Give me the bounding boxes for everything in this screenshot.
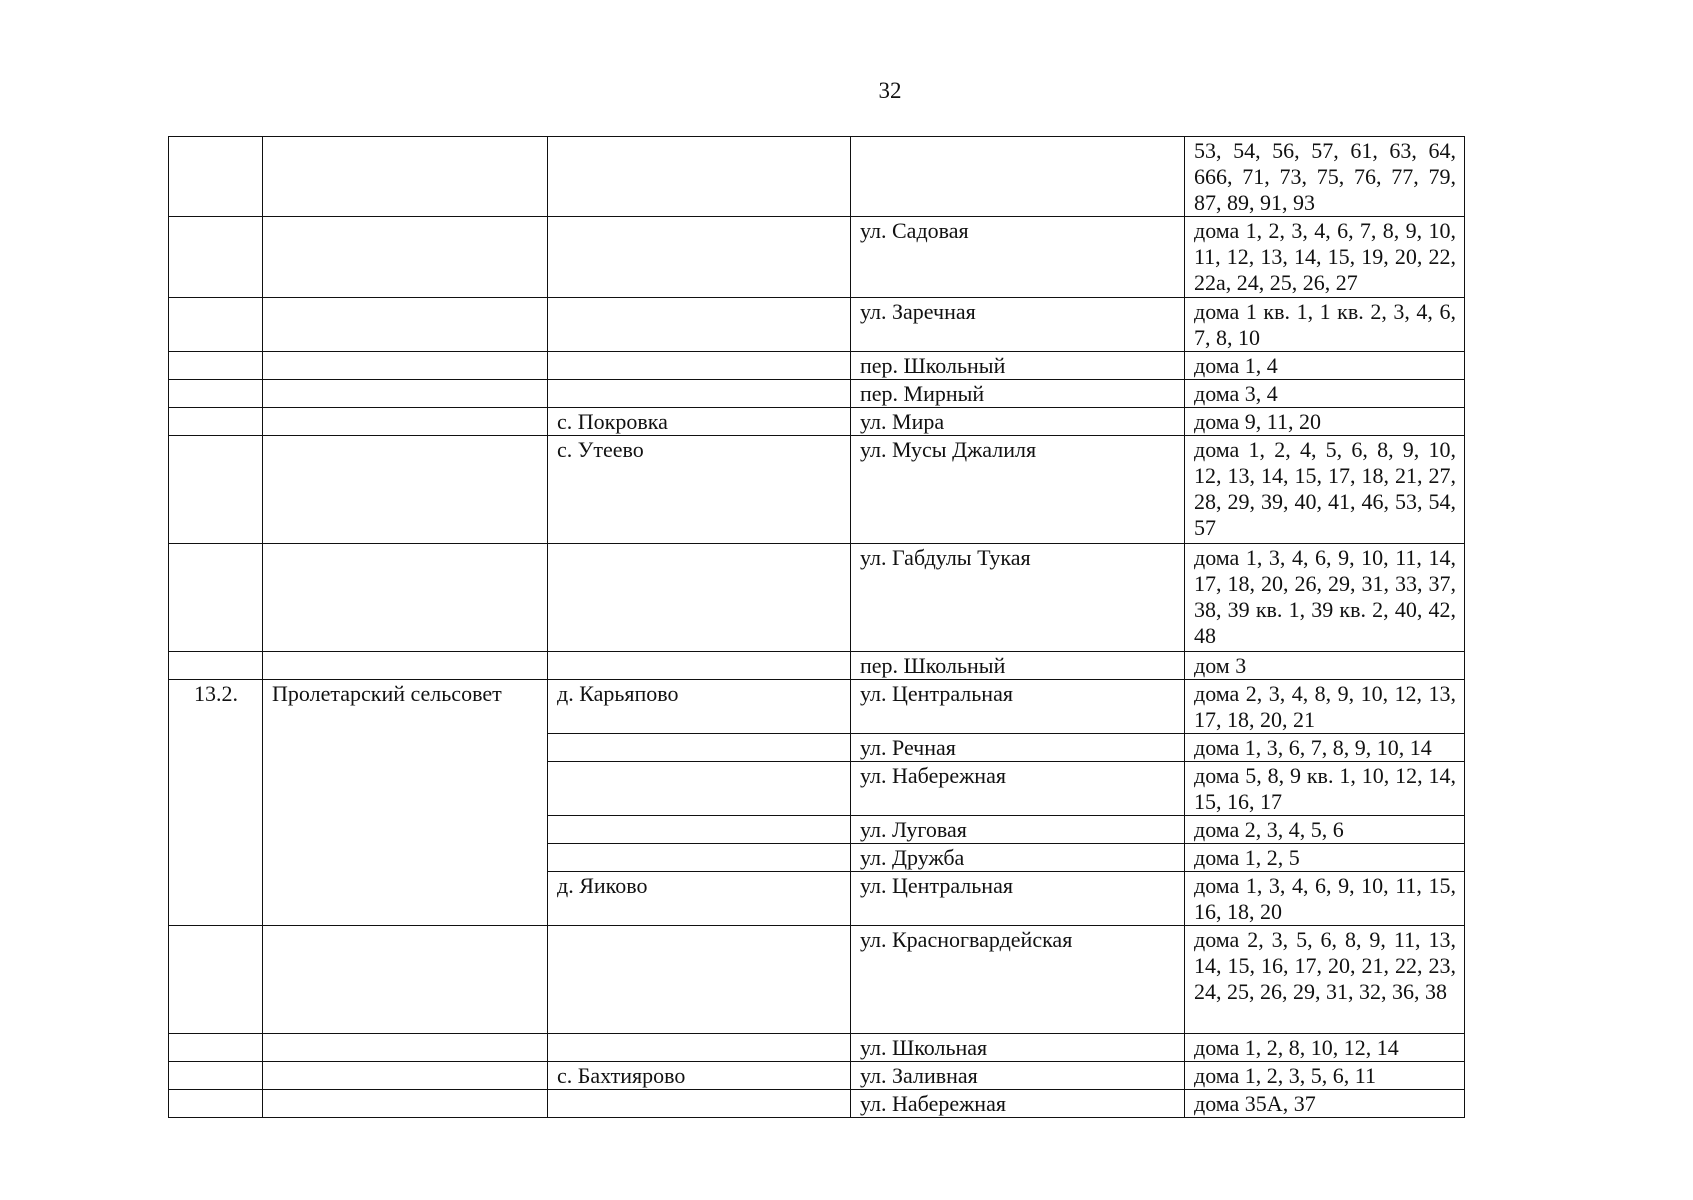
- number-cell: [169, 1034, 263, 1062]
- settlement-cell: [548, 652, 851, 680]
- street-cell: ул. Садовая: [851, 217, 1185, 298]
- council-cell: Пролетарский сельсовет: [263, 680, 548, 926]
- council-cell: [263, 1062, 548, 1090]
- houses-cell: дома 2, 3, 4, 5, 6: [1185, 816, 1465, 844]
- table-row: [169, 1034, 1465, 1062]
- street-cell: ул. Заливная: [851, 1062, 1185, 1090]
- council-cell: [263, 926, 548, 1034]
- council-cell: [263, 352, 548, 380]
- address-table: [168, 136, 1465, 1118]
- table-row: [169, 436, 1465, 544]
- houses-cell: дома 1, 3, 6, 7, 8, 9, 10, 14: [1185, 734, 1465, 762]
- settlement-cell: [548, 816, 851, 844]
- street-cell: пер. Мирный: [851, 380, 1185, 408]
- street-cell: [851, 137, 1185, 217]
- table-row: [169, 408, 1465, 436]
- table-row: [169, 352, 1465, 380]
- houses-cell: дома 5, 8, 9 кв. 1, 10, 12, 14, 15, 16, 17: [1185, 762, 1465, 816]
- houses-cell: дома 1, 3, 4, 6, 9, 10, 11, 15, 16, 18, 20: [1185, 872, 1465, 926]
- street-cell: ул. Дружба: [851, 844, 1185, 872]
- table-row: [169, 544, 1465, 652]
- council-cell: [263, 1034, 548, 1062]
- number-cell: [169, 1090, 263, 1118]
- houses-cell: дома 35А, 37: [1185, 1090, 1465, 1118]
- settlement-cell: [548, 380, 851, 408]
- council-cell: [263, 436, 548, 544]
- number-cell: [169, 380, 263, 408]
- table-row: [169, 217, 1465, 298]
- number-cell: [169, 298, 263, 352]
- number-cell: [169, 352, 263, 380]
- council-cell: [263, 298, 548, 352]
- number-cell: [169, 926, 263, 1034]
- houses-cell: дома 1, 2, 4, 5, 6, 8, 9, 10, 12, 13, 14, 15, 17, 18, 21, 27, 28, 29, 39, 40, 41, 46, 53, 54, 57: [1185, 436, 1465, 544]
- page-number: 32: [878, 78, 902, 103]
- houses-cell: дома 1, 4: [1185, 352, 1465, 380]
- houses-cell: дома 1 кв. 1, 1 кв. 2, 3, 4, 6, 7, 8, 10: [1185, 298, 1465, 352]
- table-row: [169, 652, 1465, 680]
- street-cell: ул. Заречная: [851, 298, 1185, 352]
- settlement-cell: [548, 762, 851, 816]
- houses-cell: дома 3, 4: [1185, 380, 1465, 408]
- table-row: [169, 137, 1465, 217]
- council-cell: [263, 380, 548, 408]
- number-cell: [169, 544, 263, 652]
- table-row: [169, 926, 1465, 1034]
- street-cell: ул. Школьная: [851, 1034, 1185, 1062]
- houses-cell: дома 1, 2, 5: [1185, 844, 1465, 872]
- street-cell: ул. Мусы Джалиля: [851, 436, 1185, 544]
- settlement-cell: [548, 352, 851, 380]
- street-cell: пер. Школьный: [851, 652, 1185, 680]
- settlement-cell: д. Карьяпово: [548, 680, 851, 734]
- table-row: [169, 380, 1465, 408]
- settlement-cell: [548, 1034, 851, 1062]
- table-row: [169, 1062, 1465, 1090]
- table-row: [169, 1090, 1465, 1118]
- houses-cell: дома 1, 3, 4, 6, 9, 10, 11, 14, 17, 18, 20, 26, 29, 31, 33, 37, 38, 39 кв. 1, 39 кв. 2, 40, 42, 48: [1185, 544, 1465, 652]
- houses-cell: дома 1, 2, 3, 4, 6, 7, 8, 9, 10, 11, 12, 13, 14, 15, 19, 20, 22, 22а, 24, 25, 26, 27: [1185, 217, 1465, 298]
- settlement-cell: с. Бахтиярово: [548, 1062, 851, 1090]
- number-cell: [169, 137, 263, 217]
- settlement-cell: [548, 1090, 851, 1118]
- settlement-cell: д. Яиково: [548, 872, 851, 926]
- number-cell: [169, 436, 263, 544]
- council-cell: [263, 652, 548, 680]
- street-cell: ул. Набережная: [851, 1090, 1185, 1118]
- houses-cell: дома 1, 2, 3, 5, 6, 11: [1185, 1062, 1465, 1090]
- settlement-cell: [548, 544, 851, 652]
- street-cell: ул. Центральная: [851, 872, 1185, 926]
- settlement-cell: [548, 734, 851, 762]
- council-cell: [263, 408, 548, 436]
- houses-cell: дома 9, 11, 20: [1185, 408, 1465, 436]
- street-cell: ул. Габдулы Тукая: [851, 544, 1185, 652]
- street-cell: ул. Луговая: [851, 816, 1185, 844]
- houses-cell: дома 1, 2, 8, 10, 12, 14: [1185, 1034, 1465, 1062]
- table-row: [169, 298, 1465, 352]
- table-row: [169, 680, 1465, 734]
- settlement-cell: с. Утеево: [548, 436, 851, 544]
- settlement-cell: с. Покровка: [548, 408, 851, 436]
- settlement-cell: [548, 298, 851, 352]
- settlement-cell: [548, 217, 851, 298]
- settlement-cell: [548, 844, 851, 872]
- settlement-cell: [548, 926, 851, 1034]
- houses-cell: дома 2, 3, 5, 6, 8, 9, 11, 13, 14, 15, 16, 17, 20, 21, 22, 23, 24, 25, 26, 29, 31, 32, 36, 38: [1185, 926, 1465, 1034]
- street-cell: ул. Красногвардейская: [851, 926, 1185, 1034]
- street-cell: пер. Школьный: [851, 352, 1185, 380]
- street-cell: ул. Центральная: [851, 680, 1185, 734]
- council-cell: [263, 137, 548, 217]
- council-cell: [263, 544, 548, 652]
- settlement-cell: [548, 137, 851, 217]
- houses-cell: 53, 54, 56, 57, 61, 63, 64, 666, 71, 73, 75, 76, 77, 79, 87, 89, 91, 93: [1185, 137, 1465, 217]
- houses-cell: дома 2, 3, 4, 8, 9, 10, 12, 13, 17, 18, 20, 21: [1185, 680, 1465, 734]
- houses-cell: дом 3: [1185, 652, 1465, 680]
- street-cell: ул. Мира: [851, 408, 1185, 436]
- number-cell: 13.2.: [169, 680, 263, 926]
- number-cell: [169, 1062, 263, 1090]
- number-cell: [169, 217, 263, 298]
- council-cell: [263, 1090, 548, 1118]
- number-cell: [169, 408, 263, 436]
- council-cell: [263, 217, 548, 298]
- street-cell: ул. Речная: [851, 734, 1185, 762]
- number-cell: [169, 652, 263, 680]
- street-cell: ул. Набережная: [851, 762, 1185, 816]
